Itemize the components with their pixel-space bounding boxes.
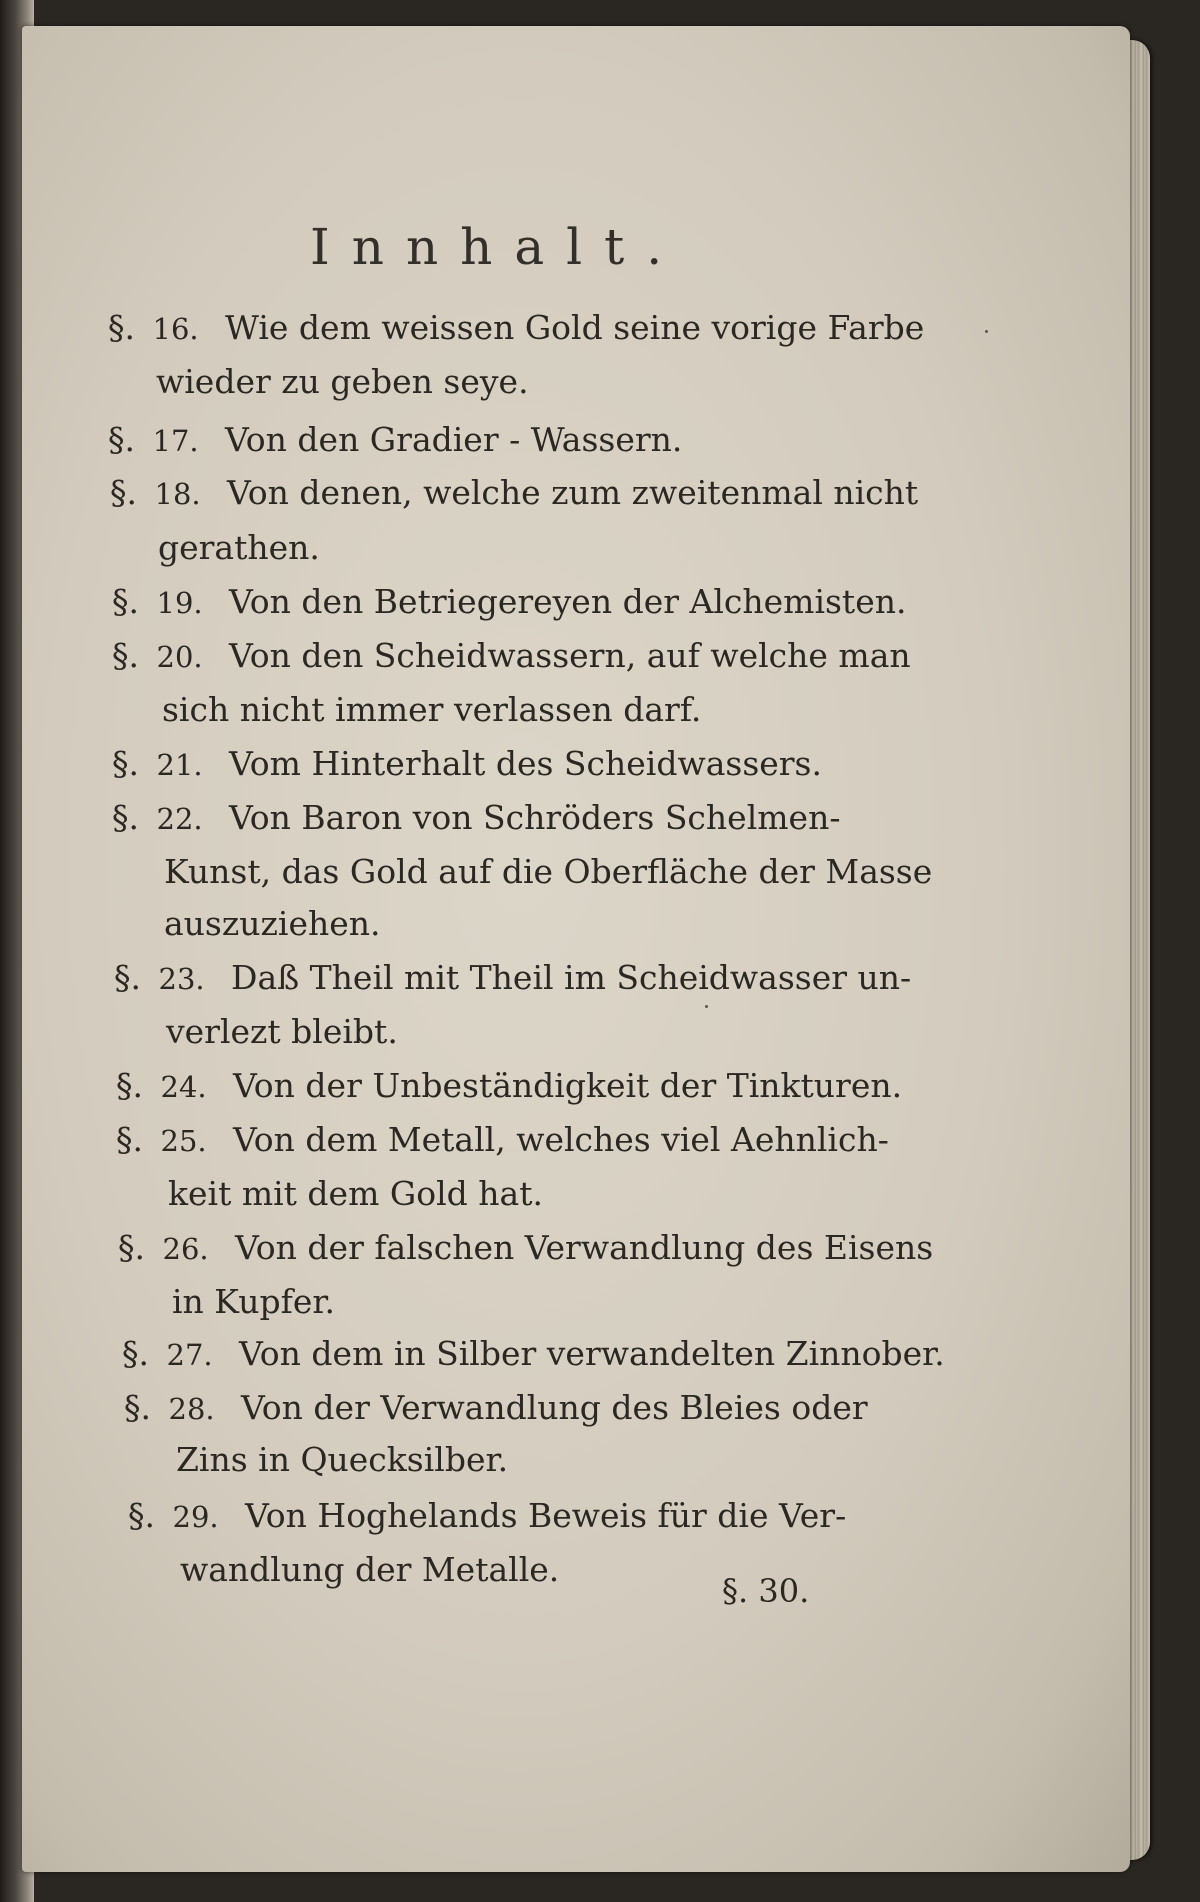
toc-entry-21	[112, 736, 822, 793]
section-number: 16.	[152, 312, 199, 346]
section-number: 28.	[168, 1392, 215, 1426]
entry-continuation: in Kupfer.	[172, 1282, 335, 1321]
entry-continuation: Zins in Quecksilber.	[176, 1440, 509, 1479]
entry-continuation: Kunst, das Gold auf die Oberfläche der Masse	[164, 852, 933, 891]
toc-entry-17	[108, 412, 682, 469]
entry-continuation: gerathen.	[158, 528, 320, 567]
entry-text: Von der falschen Verwandlung des Eisens	[235, 1228, 934, 1267]
section-sign: §.	[108, 420, 135, 459]
section-sign: §.	[128, 1496, 155, 1535]
entry-text: Von den Betriegereyen der Alchemisten.	[229, 582, 907, 621]
entry-text: Von Hoghelands Beweis für die Ver-	[245, 1496, 847, 1535]
entry-continuation: wieder zu geben seye.	[156, 362, 529, 401]
section-number: 22.	[156, 802, 203, 836]
entry-text: Von dem Metall, welches viel Aehnlich-	[233, 1120, 889, 1159]
toc-entry-26	[118, 1220, 933, 1277]
toc-entry-27	[122, 1326, 945, 1383]
entry-text: Von dem in Silber verwandelten Zinnober.	[239, 1334, 945, 1373]
section-number: 20.	[156, 640, 203, 674]
entry-text: Von den Scheidwassern, auf welche man	[229, 636, 911, 675]
section-sign: §.	[108, 308, 135, 347]
paper-speck	[705, 1005, 708, 1008]
toc-entry-22	[112, 790, 840, 847]
section-sign: §.	[112, 582, 139, 621]
paper-speck	[985, 330, 988, 333]
section-number: 27.	[166, 1338, 213, 1372]
section-number: 25.	[160, 1124, 207, 1158]
entry-continuation: auszuziehen.	[164, 904, 381, 943]
section-number: 26.	[162, 1232, 209, 1266]
section-sign: §.	[112, 636, 139, 675]
toc-entry-19	[112, 574, 906, 631]
section-sign: §.	[110, 473, 137, 512]
entry-continuation: sich nicht immer verlassen darf.	[162, 690, 702, 729]
toc-entry-24	[116, 1058, 902, 1115]
entry-text: Von der Verwandlung des Bleies oder	[241, 1388, 868, 1427]
toc-entry-23	[114, 950, 911, 1007]
section-sign: §.	[114, 958, 141, 997]
entry-continuation: wandlung der Metalle.	[180, 1550, 560, 1589]
entry-text: Von den Gradier - Wassern.	[225, 420, 683, 459]
page-title: Innhalt.	[310, 218, 685, 276]
entry-continuation: keit mit dem Gold hat.	[168, 1174, 543, 1213]
toc-entry-25	[116, 1112, 889, 1169]
entry-text: Wie dem weissen Gold seine vorige Farbe	[225, 308, 925, 347]
toc-entry-29	[128, 1488, 846, 1545]
toc-entry-20	[112, 628, 911, 685]
section-number: 29.	[172, 1500, 219, 1534]
entry-text: Von der Unbeständigkeit der Tinkturen.	[233, 1066, 903, 1105]
entry-text: Von denen, welche zum zweitenmal nicht	[227, 473, 919, 512]
toc-entry-28	[124, 1380, 868, 1437]
section-sign: §.	[116, 1066, 143, 1105]
catchword: §. 30.	[722, 1572, 810, 1610]
section-number: 23.	[158, 962, 205, 996]
entry-text: Daß Theil mit Theil im Scheidwasser un-	[231, 958, 912, 997]
section-number: 17.	[152, 424, 199, 458]
section-sign: §.	[118, 1228, 145, 1267]
section-sign: §.	[116, 1120, 143, 1159]
section-number: 21.	[156, 748, 203, 782]
entry-text: Von Baron von Schröders Schelmen-	[229, 798, 841, 837]
section-number: 19.	[156, 586, 203, 620]
section-sign: §.	[112, 798, 139, 837]
section-number: 18.	[154, 477, 201, 511]
section-sign: §.	[124, 1388, 151, 1427]
toc-entry-18	[110, 465, 918, 522]
section-sign: §.	[122, 1334, 149, 1373]
section-sign: §.	[112, 744, 139, 783]
toc-entry-16	[108, 300, 924, 357]
entry-continuation: verlezt bleibt.	[166, 1012, 398, 1051]
section-number: 24.	[160, 1070, 207, 1104]
entry-text: Vom Hinterhalt des Scheidwassers.	[229, 744, 822, 783]
